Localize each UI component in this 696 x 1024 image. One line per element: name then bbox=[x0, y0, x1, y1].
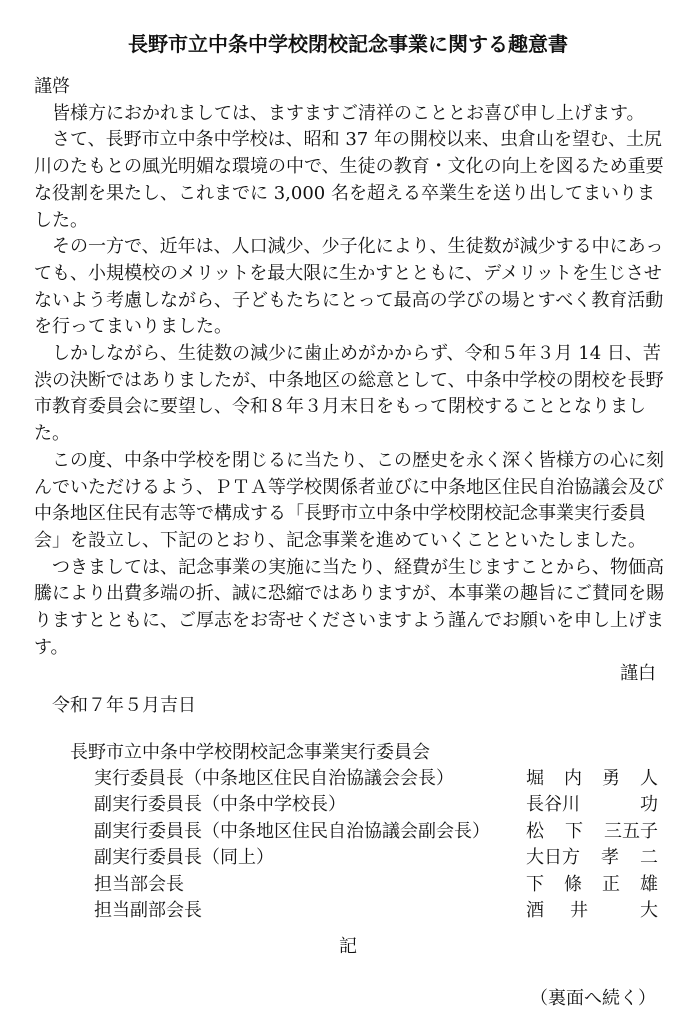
member-name-part: 大日方 bbox=[526, 847, 580, 869]
continued-note: （裏面へ続く） bbox=[530, 988, 656, 1009]
member-name-part: 松 bbox=[526, 820, 544, 842]
member-row bbox=[94, 792, 664, 818]
member-name-part: 正 bbox=[602, 873, 620, 895]
paragraph: しかしながら、生徒数の減少に歯止めがかからず、令和５年３月 14 日、苦渋の決断ではありましたが、中条地区の総意として、中条中学校の閉校を長野市教育委員会に要望し、令和８年３月末日をもって閉校することとなりました。 bbox=[34, 343, 664, 445]
member-name-part: 下 bbox=[565, 820, 583, 842]
member-name-part: 雄 bbox=[640, 873, 658, 895]
member-name-part: 條 bbox=[564, 873, 582, 895]
member-name-part: 三五子 bbox=[604, 820, 658, 842]
member-name-part: 勇 bbox=[602, 768, 620, 789]
member-role: 副実行委員長（同上） bbox=[94, 847, 274, 869]
member-name-part: 功 bbox=[640, 794, 658, 816]
member-name-part: 下 bbox=[526, 873, 544, 895]
member-name-part: 井 bbox=[570, 899, 588, 921]
member-row bbox=[94, 898, 664, 924]
document-title: 長野市立中条中学校閉校記念事業に関する趣意書 bbox=[128, 32, 568, 56]
member-row bbox=[94, 819, 664, 845]
member-name-part: 堀 bbox=[526, 768, 544, 789]
member-name bbox=[526, 898, 658, 924]
paragraph: その一方で、近年は、人口減少、少子化により、生徒数が減少する中にあっても、小規模校のメリットを最大限に生かすとともに、デメリットを生じさせないよう考慮しながら、子どもたちにとって最高の学びの場とすべく教育活動を行ってまいりました。 bbox=[34, 236, 664, 338]
member-role: 担当副部会長 bbox=[94, 899, 202, 921]
member-name bbox=[526, 845, 658, 871]
member-name-part: 内 bbox=[564, 768, 582, 789]
closing: 謹白 bbox=[620, 663, 656, 685]
member-role: 副実行委員長（中条地区住民自治協議会副会長） bbox=[94, 820, 490, 842]
member-name-part: 人 bbox=[640, 768, 658, 789]
paragraph: この度、中条中学校を閉じるに当たり、この歴史を永く深く皆様方の心に刻んでいただけるよう、ＰＴＡ等学校関係者並びに中条地区住民自治協議会及び中条地区住民有志等で構成する「長野市立中条中学校閉校記念事業実行委員会」を設立し、下記のとおり、記念事業を進めていくことといたしました。 bbox=[34, 449, 664, 551]
member-row bbox=[94, 845, 664, 871]
document-date: 令和７年５月吉日 bbox=[52, 695, 196, 716]
paragraph: つきましては、記念事業の実施に当たり、経費が生じますことから、物価高騰により出費多端の折、誠に恐縮ではありますが、本事業の趣旨にご賛同を賜りますとともに、ご厚志をお寄せくださいますよう謹んでお願いを申し上げます。 bbox=[34, 556, 664, 658]
member-row bbox=[94, 872, 664, 898]
salutation: 謹啓 bbox=[34, 76, 70, 97]
member-role: 担当部会長 bbox=[94, 873, 184, 895]
member-name bbox=[526, 766, 658, 792]
member-name-part: 長谷川 bbox=[526, 794, 580, 816]
paragraph: 皆様方におかれましては、ますますご清祥のこととお喜び申し上げます。 bbox=[52, 102, 645, 124]
document-body bbox=[34, 74, 664, 688]
member-name-part: 孝 bbox=[601, 847, 619, 869]
member-name-part: 大 bbox=[640, 899, 658, 921]
member-name bbox=[526, 819, 658, 845]
member-name bbox=[526, 872, 658, 898]
member-role: 副実行委員長（中条中学校長） bbox=[94, 794, 346, 816]
member-name-part: 酒 bbox=[526, 899, 544, 921]
member-name-part: 二 bbox=[640, 847, 658, 869]
paragraph: さて、長野市立中条中学校は、昭和 37 年の開校以来、虫倉山を望む、土尻川のたもとの風光明媚な環境の中で、生徒の教育・文化の向上を図るため重要な役割を果たし、これまでに 3,000 名を超える卒業生を送り出してまいりました。 bbox=[34, 129, 664, 231]
member-role: 実行委員長（中条地区住民自治協議会会長） bbox=[94, 768, 454, 789]
member-list bbox=[94, 766, 664, 924]
organization-name: 長野市立中条中学校閉校記念事業実行委員会 bbox=[70, 742, 430, 763]
member-row bbox=[94, 766, 664, 792]
ki-heading: 記 bbox=[339, 936, 357, 957]
member-name bbox=[526, 792, 658, 818]
